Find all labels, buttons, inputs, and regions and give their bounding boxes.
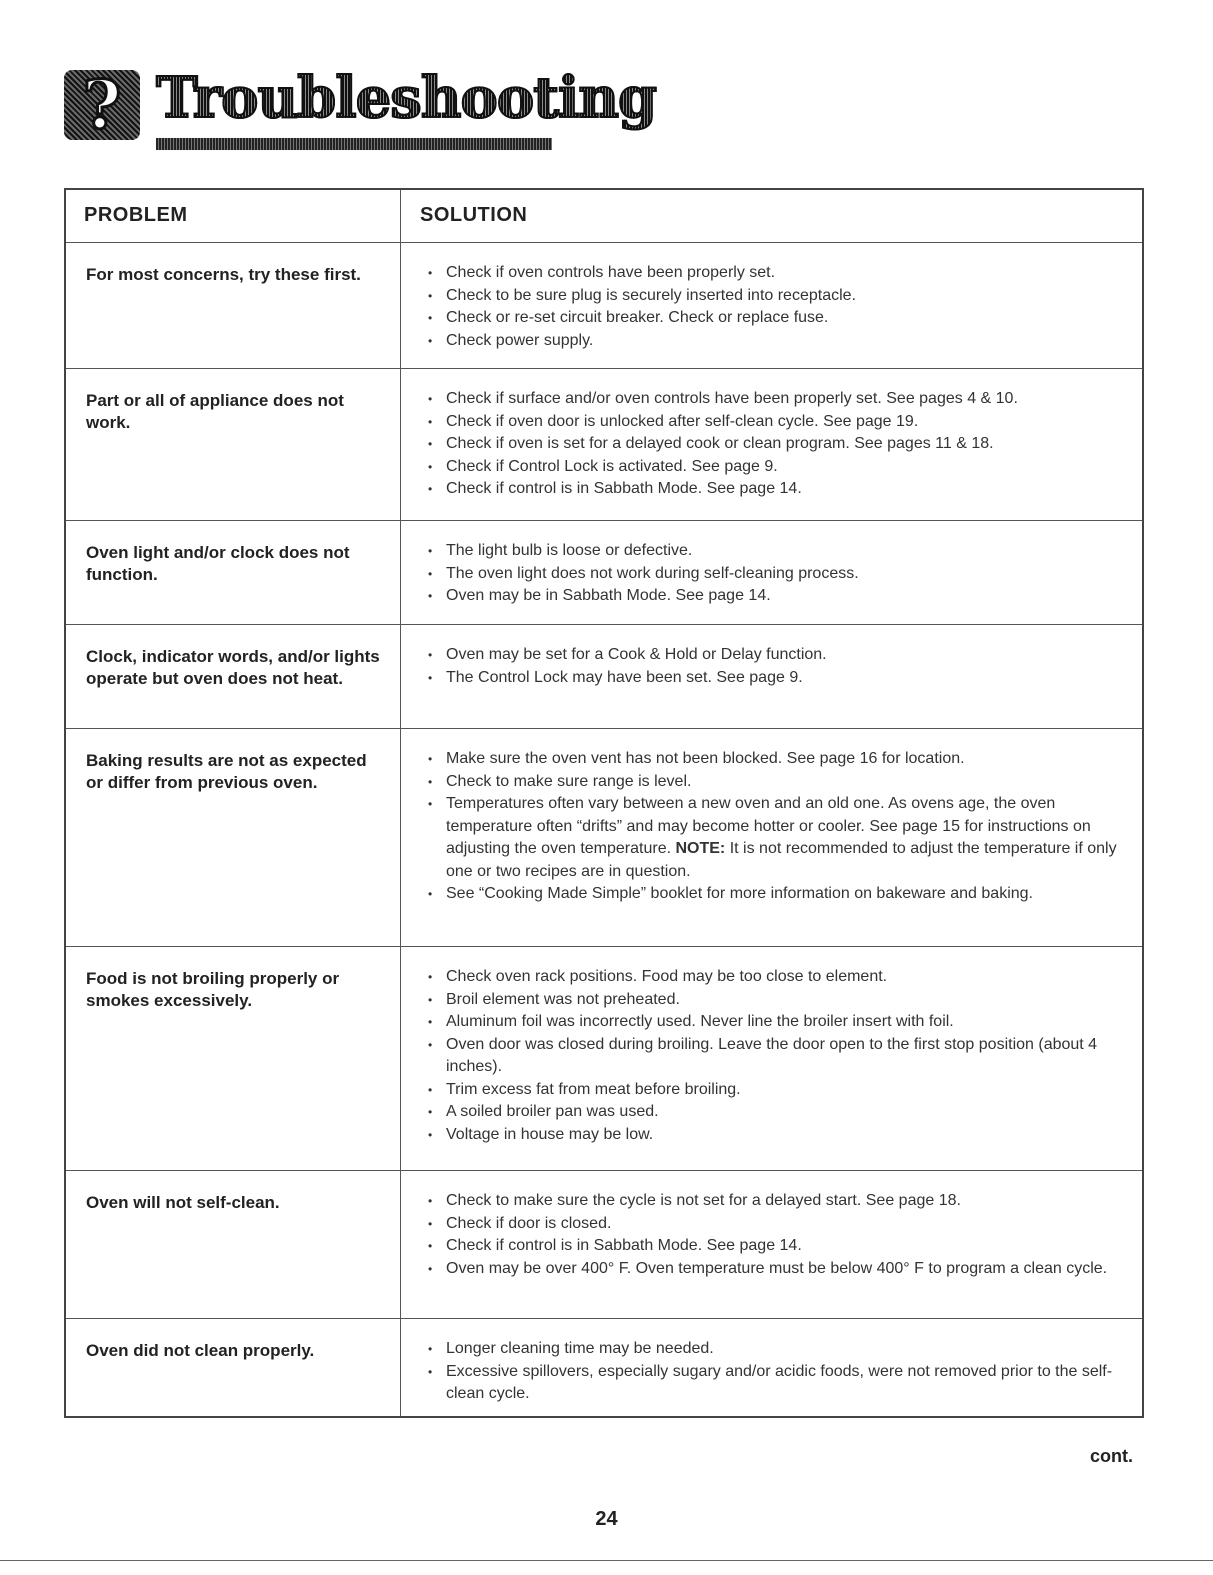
problem-text: Oven light and/or clock does not function. — [86, 543, 350, 584]
note-label: NOTE: — [675, 840, 726, 857]
bottom-rule — [0, 1560, 1213, 1561]
question-mark-icon — [64, 66, 140, 144]
solution-item: • Oven may be over 400° F. Oven temperature must be below 400° F to program a clean cycle. — [422, 1258, 1128, 1281]
solution-item: • Check power supply. — [422, 330, 1128, 353]
title-underline — [156, 138, 552, 150]
problem-text: Clock, indicator words, and/or lights operate but oven does not heat. — [86, 647, 380, 688]
solution-item: • Check if oven controls have been properly set. — [422, 262, 1128, 285]
table-row — [66, 520, 1142, 625]
table-row — [66, 946, 1142, 1171]
solution-item: • Check if door is closed. — [422, 1213, 1128, 1236]
solution-item: • Excessive spillovers, especially sugary and/or acidic foods, were not removed prior to the self-clean cycle. — [422, 1361, 1128, 1406]
solution-item: • Check to be sure plug is securely inserted into receptacle. — [422, 285, 1128, 308]
solution-item: • The oven light does not work during self-cleaning process. — [422, 563, 1128, 586]
page-header — [64, 62, 657, 154]
solution-list — [422, 748, 1128, 906]
problem-text: For most concerns, try these first. — [86, 265, 361, 284]
solution-item: • Check to make sure range is level. — [422, 771, 1128, 794]
solution-item: • Check to make sure the cycle is not set for a delayed start. See page 18. — [422, 1190, 1128, 1213]
solution-list — [422, 262, 1128, 352]
solution-list — [422, 644, 1128, 689]
solution-item: • Oven door was closed during broiling. Leave the door open to the first stop position (about 4 inches). — [422, 1034, 1128, 1079]
table-row — [66, 242, 1142, 369]
solution-item: • Make sure the oven vent has not been blocked. See page 16 for location. — [422, 748, 1128, 771]
solution-list — [422, 1190, 1128, 1280]
solution-item: • Check if oven is set for a delayed cook or clean program. See pages 11 & 18. — [422, 433, 1128, 456]
table-row — [66, 728, 1142, 947]
problem-text: Baking results are not as expected or differ from previous oven. — [86, 751, 367, 792]
solution-item: • Trim excess fat from meat before broiling. — [422, 1079, 1128, 1102]
table-header — [66, 190, 1142, 243]
solution-item: • Longer cleaning time may be needed. — [422, 1338, 1128, 1361]
solution-item: • The Control Lock may have been set. See page 9. — [422, 667, 1128, 690]
solution-item: • Oven may be in Sabbath Mode. See page 14. — [422, 585, 1128, 608]
solution-item: • Broil element was not preheated. — [422, 989, 1128, 1012]
solution-list — [422, 388, 1128, 501]
table-row — [66, 1170, 1142, 1319]
solution-item: • Check if Control Lock is activated. See page 9. — [422, 456, 1128, 479]
table-row — [66, 624, 1142, 729]
solution-item: • See “Cooking Made Simple” booklet for more information on bakeware and baking. — [422, 883, 1128, 906]
problem-column-header: PROBLEM — [84, 204, 188, 226]
solution-item: • Check if control is in Sabbath Mode. See page 14. — [422, 478, 1128, 501]
solution-item: • Check oven rack positions. Food may be too close to element. — [422, 966, 1128, 989]
table-row — [66, 1318, 1142, 1418]
troubleshooting-table — [64, 188, 1144, 1418]
solution-item: • Check or re-set circuit breaker. Check or replace fuse. — [422, 307, 1128, 330]
solution-item: • Check if surface and/or oven controls have been properly set. See pages 4 & 10. — [422, 388, 1128, 411]
problem-text: Oven will not self-clean. — [86, 1193, 280, 1212]
page-number: 24 — [595, 1508, 618, 1530]
table-row — [66, 368, 1142, 521]
solution-item: • Voltage in house may be low. — [422, 1124, 1128, 1147]
solution-item: • Check if control is in Sabbath Mode. See page 14. — [422, 1235, 1128, 1258]
solution-item: • Aluminum foil was incorrectly used. Never line the broiler insert with foil. — [422, 1011, 1128, 1034]
solution-item: • The light bulb is loose or defective. — [422, 540, 1128, 563]
question-mark-glyph: ? — [82, 66, 122, 144]
solution-list — [422, 1338, 1128, 1406]
solution-column-header: SOLUTION — [420, 204, 528, 226]
solution-item: • Temperatures often vary between a new oven and an old one. As ovens age, the oven temperature often “drifts” and may become hotter or cooler. See page 15 for instructions on adjusting the oven temperature. NOTE: It is not recommended to adjust the temperature if only one or two recipes are in question. — [422, 793, 1128, 883]
problem-text: Oven did not clean properly. — [86, 1341, 315, 1360]
solution-list — [422, 966, 1128, 1146]
solution-list — [422, 540, 1128, 608]
problem-text: Part or all of appliance does not work. — [86, 391, 344, 432]
solution-item: • A soiled broiler pan was used. — [422, 1101, 1128, 1124]
continued-label: cont. — [1090, 1446, 1133, 1466]
page-title: Troubleshooting — [156, 62, 656, 134]
solution-item: • Check if oven door is unlocked after self-clean cycle. See page 19. — [422, 411, 1128, 434]
problem-text: Food is not broiling properly or smokes excessively. — [86, 969, 340, 1010]
solution-item: • Oven may be set for a Cook & Hold or Delay function. — [422, 644, 1128, 667]
